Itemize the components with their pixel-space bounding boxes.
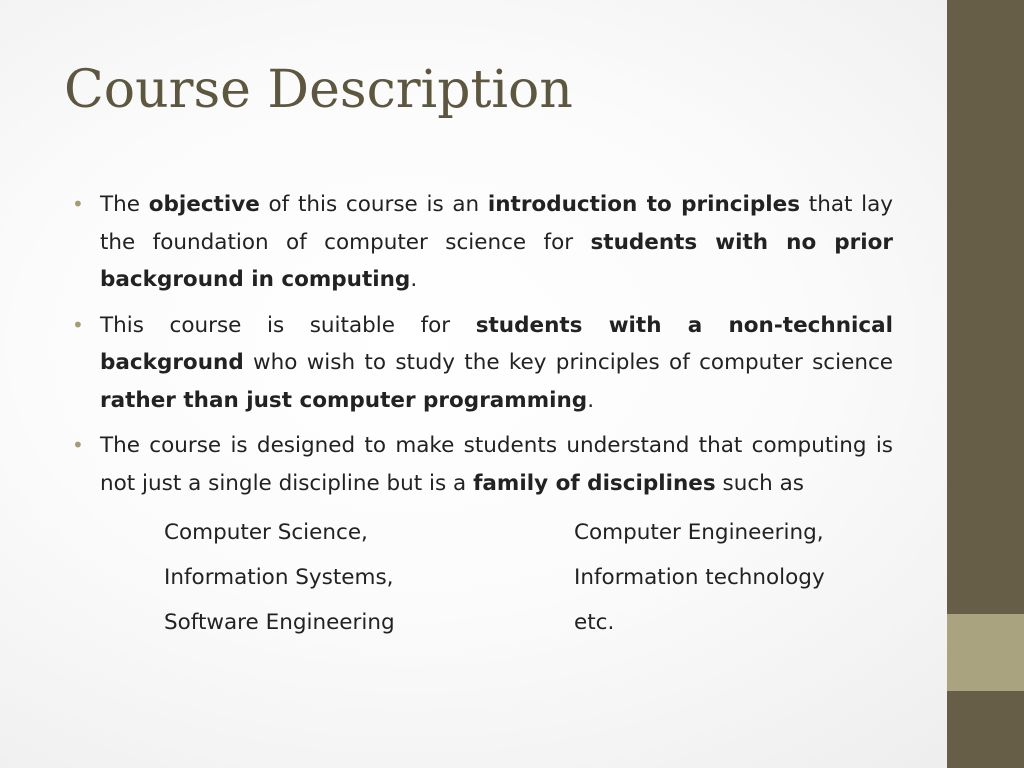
bold-segment: students with no prior background in computing <box>100 229 893 292</box>
text-segment: The <box>100 192 149 217</box>
bold-segment: rather than just computer programming <box>100 387 588 413</box>
discipline-item: Information Systems, <box>164 565 394 590</box>
disciplines-row <box>164 510 893 555</box>
discipline-item: Information technology <box>574 565 825 590</box>
text-segment: This course is suitable for <box>100 312 476 338</box>
discipline-item: Software Engineering <box>164 610 395 635</box>
disciplines-row <box>164 555 893 600</box>
discipline-item: Computer Science, <box>164 520 368 545</box>
bullet-icon: • <box>72 433 84 457</box>
text-segment: . <box>410 267 418 292</box>
bold-segment: students with a non-technical background <box>100 312 893 375</box>
discipline-item: etc. <box>574 610 615 635</box>
bullet-text <box>100 192 893 292</box>
text-segment: such as <box>715 470 804 496</box>
bullet-text <box>100 433 893 496</box>
text-segment: that lay the foundation of computer science for <box>100 192 894 255</box>
bullet-text <box>100 313 893 413</box>
bold-segment: introduction to principles <box>487 192 801 217</box>
bullet-icon: • <box>72 192 84 216</box>
text-segment: who wish to study the key principles of computer science <box>243 350 893 375</box>
bullet-item <box>72 307 893 420</box>
text-segment: . <box>587 387 595 413</box>
text-segment: of this course is an <box>259 192 488 217</box>
sidebar-accent-square <box>947 614 1024 691</box>
bullet-item <box>72 186 894 299</box>
bold-segment: family of disciplines <box>473 470 716 496</box>
slide-content <box>72 186 894 645</box>
disciplines-list <box>164 510 893 645</box>
text-segment: The course is designed to make students understand that computing is not just a single discipline but is a <box>100 433 893 496</box>
bullet-icon: • <box>72 312 84 337</box>
slide-title: Course Description <box>64 60 573 120</box>
disciplines-row <box>164 600 893 645</box>
bullet-item <box>72 427 893 502</box>
bold-segment: objective <box>148 192 260 217</box>
discipline-item: Computer Engineering, <box>574 520 824 545</box>
